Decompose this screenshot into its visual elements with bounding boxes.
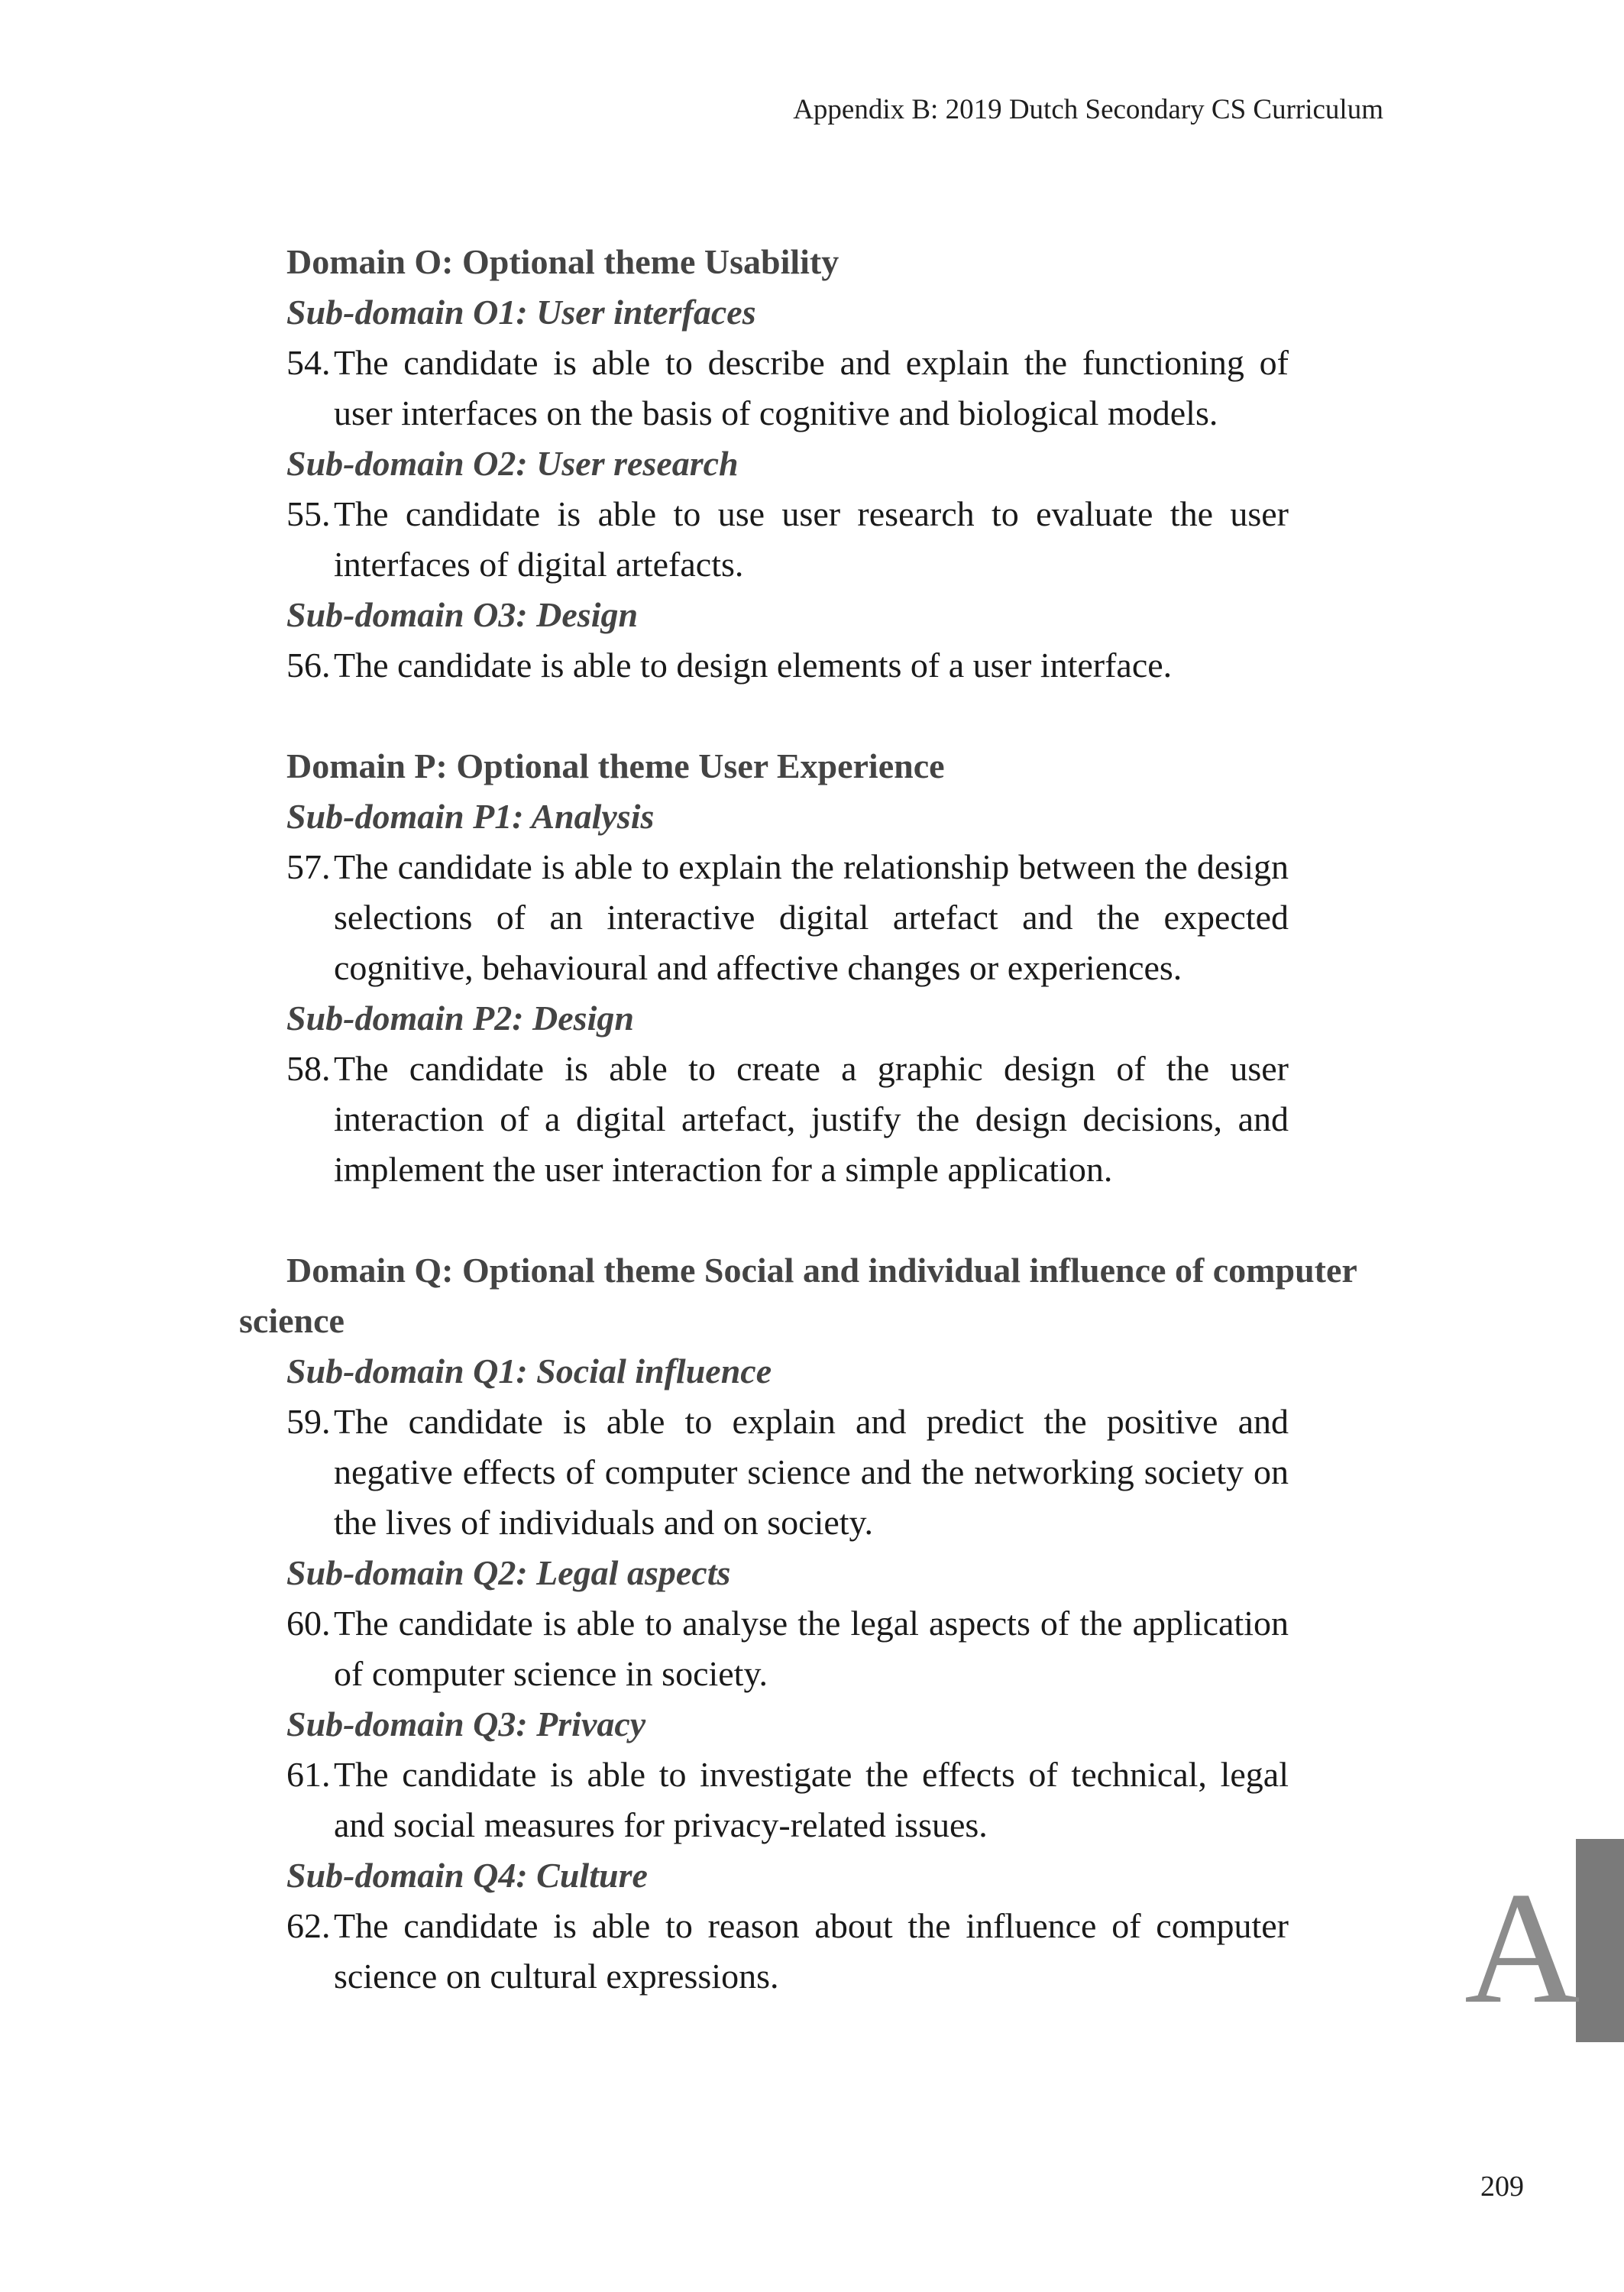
item-number: 54.: [286, 343, 331, 382]
list-item: [286, 1397, 1289, 1548]
list-item: [286, 489, 1289, 590]
item-number: 61.: [286, 1755, 331, 1794]
item-text: The candidate is able to explain the relationship between the design selections of an interactive digital artefact and the expected cognitive, behavioural and affective changes or experiences.: [334, 847, 1289, 987]
appendix-letter: A: [1464, 1860, 1580, 2037]
subdomain-q2-heading: Sub-domain Q2: Legal aspects: [286, 1553, 731, 1592]
section-gap: [286, 1195, 1289, 1245]
subdomain-q4-heading: Sub-domain Q4: Culture: [286, 1856, 648, 1895]
list-item: [286, 1598, 1289, 1699]
item-number: 55.: [286, 494, 331, 533]
item-text: The candidate is able to reason about the influence of computer science on cultural expressions.: [334, 1906, 1289, 1996]
item-number: 60.: [286, 1604, 331, 1643]
item-number: 58.: [286, 1049, 331, 1088]
subdomain-o3-heading: Sub-domain O3: Design: [286, 595, 639, 634]
list-item: [286, 1901, 1289, 2002]
list-item: [286, 1044, 1289, 1195]
domain-p-heading: Domain P: Optional theme User Experience: [286, 746, 945, 785]
subdomain-p1-heading: Sub-domain P1: Analysis: [286, 797, 655, 836]
item-number: 56.: [286, 646, 331, 685]
page-body: [239, 237, 1357, 2002]
item-text: The candidate is able to describe and explain the functioning of user interfaces on the basis of cognitive and biological models.: [334, 343, 1289, 432]
item-text: The candidate is able to explain and predict the positive and negative effects of computer science and the networking society on the lives of individuals and on society.: [334, 1402, 1289, 1542]
item-number: 57.: [286, 847, 331, 886]
subdomain-q1-heading: Sub-domain Q1: Social influence: [286, 1352, 772, 1390]
list-item: [286, 338, 1289, 439]
item-text: The candidate is able to create a graphic design of the user interaction of a digital artefact, justify the design decisions, and implement the user interaction for a simple application.: [334, 1049, 1289, 1189]
running-head: Appendix B: 2019 Dutch Secondary CS Curriculum: [793, 94, 1383, 125]
subdomain-o1-heading: Sub-domain O1: User interfaces: [286, 293, 756, 332]
item-number: 59.: [286, 1402, 331, 1441]
section-gap: [286, 691, 1289, 741]
page-number: 209: [1480, 2171, 1524, 2203]
item-text: The candidate is able to investigate the effects of technical, legal and social measures for privacy-related issues.: [334, 1755, 1289, 1844]
subdomain-o2-heading: Sub-domain O2: User research: [286, 444, 739, 483]
list-item: [286, 640, 1289, 691]
item-number: 62.: [286, 1906, 331, 1945]
item-text: The candidate is able to design elements of a user interface.: [334, 646, 1173, 685]
list-item: [286, 842, 1289, 993]
thumb-index-tab: [1576, 1839, 1624, 2042]
domain-o-heading: Domain O: Optional theme Usability: [286, 242, 839, 281]
item-text: The candidate is able to use user research to evaluate the user interfaces of digital artefacts.: [334, 494, 1289, 584]
domain-q-heading: Domain Q: Optional theme Social and individual influence of computer science: [239, 1251, 1357, 1340]
list-item: [286, 1750, 1289, 1850]
subdomain-p2-heading: Sub-domain P2: Design: [286, 999, 634, 1038]
subdomain-q3-heading: Sub-domain Q3: Privacy: [286, 1704, 646, 1743]
item-text: The candidate is able to analyse the legal aspects of the application of computer science in society.: [334, 1604, 1289, 1693]
